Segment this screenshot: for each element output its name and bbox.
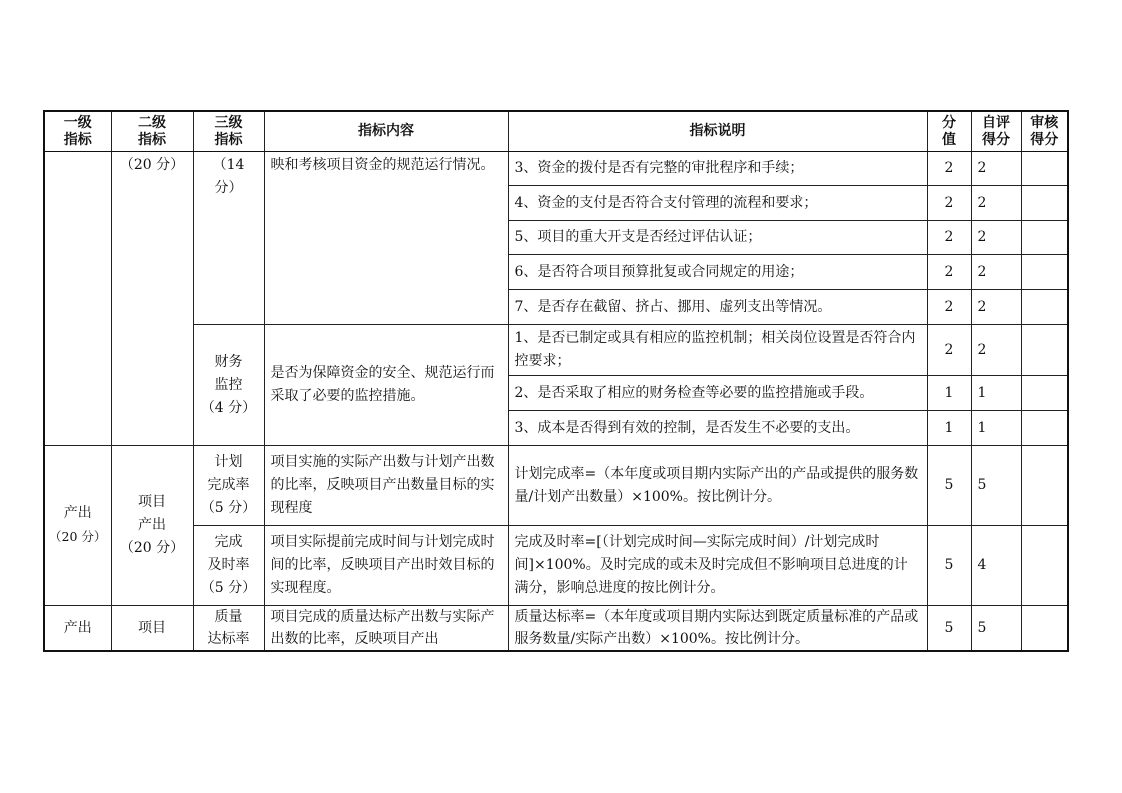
- score-cell: 1: [927, 376, 971, 411]
- desc-cell: 7、是否存在截留、挤占、挪用、虚列支出等情况。: [508, 290, 927, 325]
- desc-cell: 质量达标率=（本年度或项目期内实际达到既定质量标准的产品或服务数量/实际产出数）×100%。按比例计分。: [508, 606, 927, 652]
- desc-cell: 6、是否符合项目预算批复或合同规定的用途；: [508, 255, 927, 290]
- score-cell: 2: [927, 290, 971, 325]
- self-score-cell: 2: [971, 221, 1021, 255]
- desc-cell: 5、项目的重大开支是否经过评估认证；: [508, 221, 927, 255]
- header-level3: 三级 指标: [193, 111, 264, 152]
- score-cell: 2: [927, 221, 971, 255]
- table-row: [44, 446, 1068, 526]
- self-score-cell: 1: [971, 376, 1021, 411]
- score-cell: 1: [927, 411, 971, 446]
- self-score-cell: 2: [971, 290, 1021, 325]
- level3-cell: 质量 达标率: [193, 606, 264, 652]
- audit-score-cell: [1021, 255, 1068, 290]
- self-score-cell: 5: [971, 446, 1021, 526]
- desc-cell: 1、是否已制定或具有相应的监控机制；相关岗位设置是否符合内控要求；: [508, 325, 927, 376]
- level3-cell: （14 分）: [193, 152, 264, 325]
- level3-cell: 计划 完成率 （5 分）: [193, 446, 264, 526]
- content-cell: 项目实施的实际产出数与计划产出数的比率，反映项目产出数量目标的实现程度: [264, 446, 508, 526]
- score-cell: 2: [927, 325, 971, 376]
- header-row: [44, 111, 1068, 152]
- level2-cell: （20 分）: [111, 152, 193, 446]
- score-cell: 2: [927, 255, 971, 290]
- audit-score-cell: [1021, 606, 1068, 652]
- score-cell: 5: [927, 446, 971, 526]
- header-desc: 指标说明: [508, 111, 927, 152]
- self-score-cell: 2: [971, 325, 1021, 376]
- content-cell: 是否为保障资金的安全、规范运行而采取了必要的监控措施。: [264, 325, 508, 446]
- self-score-cell: 1: [971, 411, 1021, 446]
- header-self: 自评 得分: [971, 111, 1021, 152]
- audit-score-cell: [1021, 325, 1068, 376]
- header-content: 指标内容: [264, 111, 508, 152]
- desc-cell: 完成及时率=[（计划完成时间—实际完成时间）/计划完成时间]×100%。及时完成的或未及时完成但不影响项目总进度的计满分，影响总进度的按比例计分。: [508, 526, 927, 606]
- audit-score-cell: [1021, 526, 1068, 606]
- evaluation-table: [43, 110, 1069, 652]
- desc-cell: 3、资金的拨付是否有完整的审批程序和手续；: [508, 152, 927, 186]
- audit-score-cell: [1021, 221, 1068, 255]
- content-cell: 映和考核项目资金的规范运行情况。: [264, 152, 508, 325]
- level2-cell: 项目: [111, 606, 193, 652]
- score-cell: 5: [927, 606, 971, 652]
- level3-cell: 财务 监控 （4 分）: [193, 325, 264, 446]
- desc-cell: 2、是否采取了相应的财务检查等必要的监控措施或手段。: [508, 376, 927, 411]
- content-cell: 项目完成的质量达标产出数与实际产出数的比率，反映项目产出: [264, 606, 508, 652]
- self-score-cell: 2: [971, 152, 1021, 186]
- table-row: [44, 325, 1068, 376]
- desc-cell: 计划完成率=（本年度或项目期内实际产出的产品或提供的服务数量/计划产出数量）×100%。按比例计分。: [508, 446, 927, 526]
- header-score: 分 值: [927, 111, 971, 152]
- audit-score-cell: [1021, 186, 1068, 221]
- self-score-cell: 2: [971, 255, 1021, 290]
- self-score-cell: 2: [971, 186, 1021, 221]
- audit-score-cell: [1021, 152, 1068, 186]
- audit-score-cell: [1021, 411, 1068, 446]
- desc-cell: 4、资金的支付是否符合支付管理的流程和要求；: [508, 186, 927, 221]
- audit-score-cell: [1021, 446, 1068, 526]
- score-cell: 5: [927, 526, 971, 606]
- table-row: [44, 526, 1068, 606]
- level1-cell: 产出: [44, 606, 111, 652]
- header-level1: 一级 指标: [44, 111, 111, 152]
- table-row: [44, 606, 1068, 652]
- header-level2: 二级 指标: [111, 111, 193, 152]
- score-cell: 2: [927, 152, 971, 186]
- level1-cell: 产出 （20 分）: [44, 446, 111, 606]
- header-audit: 审核 得分: [1021, 111, 1068, 152]
- content-cell: 项目实际提前完成时间与计划完成时间的比率，反映项目产出时效目标的实现程度。: [264, 526, 508, 606]
- table-row: [44, 152, 1068, 186]
- audit-score-cell: [1021, 376, 1068, 411]
- level1-cell: [44, 152, 111, 446]
- level2-cell: 项目 产出 （20 分）: [111, 446, 193, 606]
- level3-cell: 完成 及时率 （5 分）: [193, 526, 264, 606]
- score-cell: 2: [927, 186, 971, 221]
- desc-cell: 3、成本是否得到有效的控制，是否发生不必要的支出。: [508, 411, 927, 446]
- audit-score-cell: [1021, 290, 1068, 325]
- self-score-cell: 5: [971, 606, 1021, 652]
- self-score-cell: 4: [971, 526, 1021, 606]
